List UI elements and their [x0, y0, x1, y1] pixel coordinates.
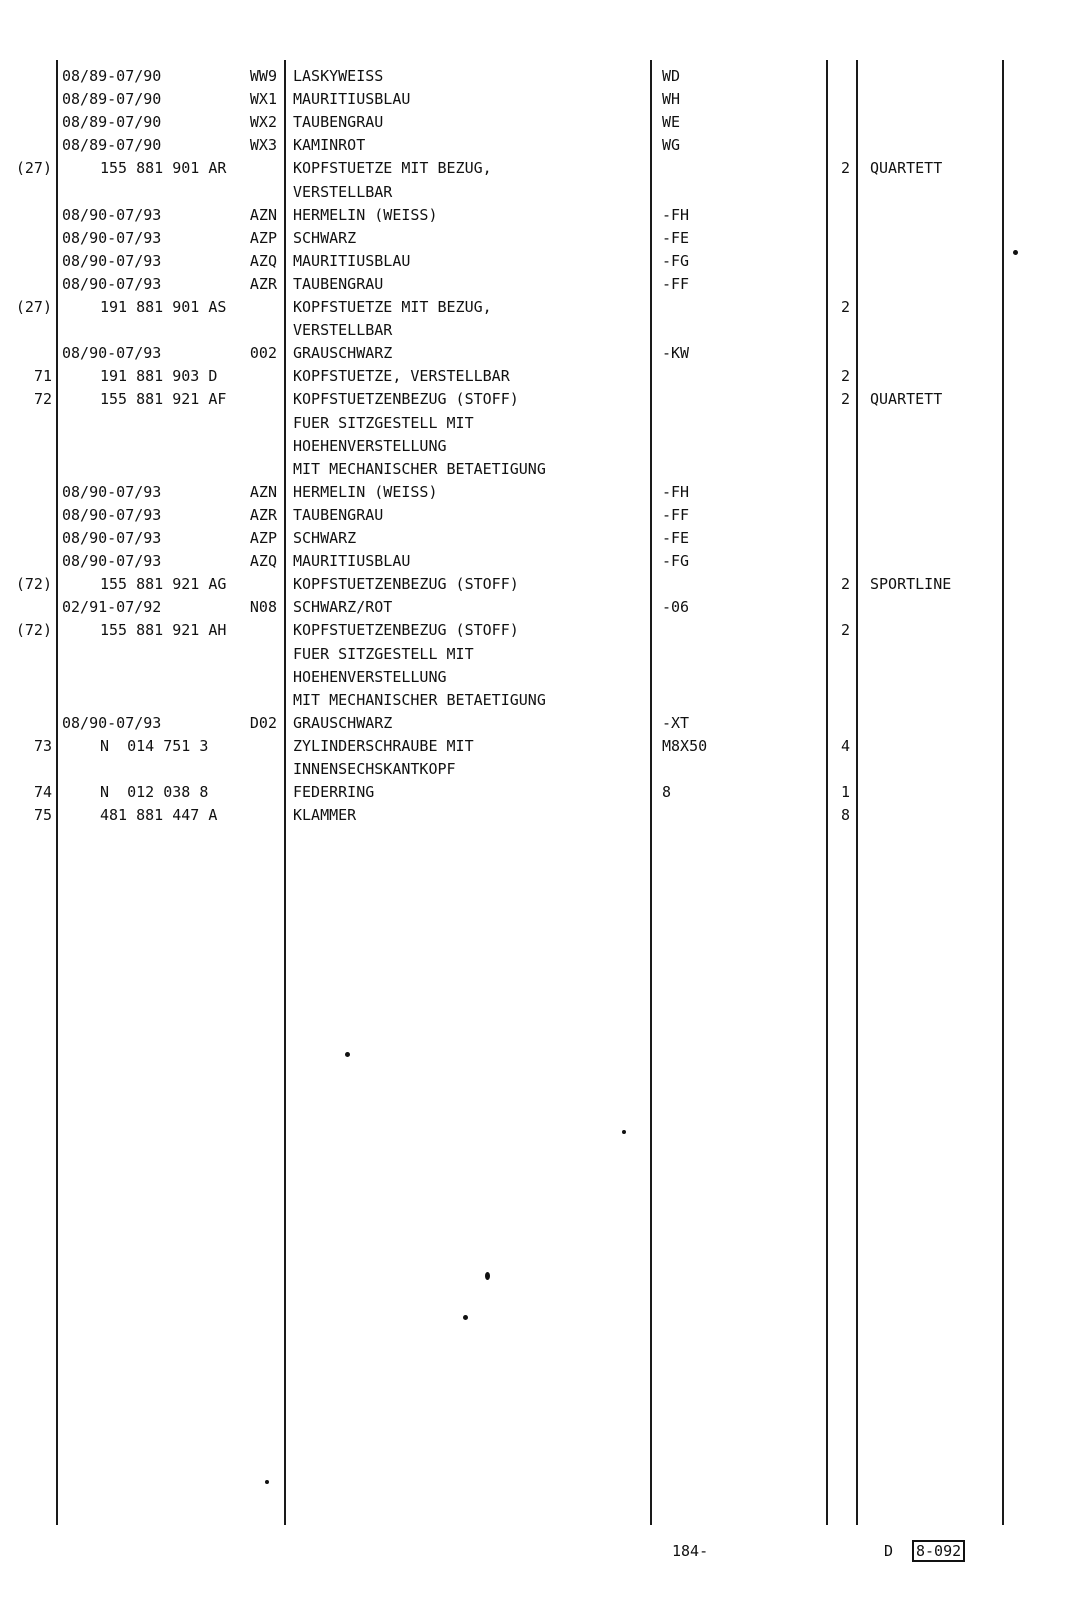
speck-mark — [345, 1052, 350, 1057]
cell-desc: HERMELIN (WEISS) — [293, 205, 438, 224]
cell-rem: -FE — [662, 228, 690, 247]
cell-desc: SCHWARZ — [293, 529, 357, 547]
cell-code: AZN — [249, 482, 277, 501]
cell-code: AZP — [249, 228, 277, 247]
cell-code: D02 — [249, 713, 277, 732]
table-row — [0, 181, 1090, 204]
table-row — [0, 157, 1090, 180]
speck-mark — [1013, 250, 1018, 255]
cell-rem: -FF — [662, 505, 690, 524]
cell-desc: VERSTELLBAR — [293, 321, 393, 340]
cell-date: 08/89-07/90 — [62, 136, 162, 155]
cell-rem: -FF — [662, 274, 690, 293]
cell-ref: (27) — [15, 159, 52, 178]
cell-code: WX1 — [249, 90, 277, 109]
cell-desc: SCHWARZ — [293, 228, 357, 247]
cell-code: AZR — [249, 274, 277, 293]
cell-date: 08/89-07/90 — [62, 90, 162, 109]
table-row — [0, 504, 1090, 527]
cell-qty: 1 — [840, 783, 850, 802]
cell-desc: FUER SITZGESTELL MIT — [293, 413, 474, 432]
table-row — [0, 273, 1090, 296]
cell-desc: ZYLINDERSCHRAUBE MIT — [293, 736, 474, 755]
cell-part: 155 881 921 AG — [100, 575, 227, 594]
cell-date: 08/90-07/93 — [62, 274, 162, 293]
cell-desc: KOPFSTUETZENBEZUG (STOFF) — [293, 621, 519, 640]
cell-ref: 71 — [33, 367, 52, 386]
table-row — [0, 643, 1090, 666]
cell-ref: 73 — [33, 736, 52, 755]
table-row — [0, 342, 1090, 365]
cell-desc: HERMELIN (WEISS) — [293, 482, 438, 501]
cell-qty: 2 — [840, 575, 850, 594]
cell-desc: MIT MECHANISCHER BETAETIGUNG — [293, 690, 546, 709]
table-row — [0, 435, 1090, 458]
cell-part: 191 881 903 D — [100, 367, 218, 386]
cell-code: 002 — [249, 344, 277, 363]
cell-model: SPORTLINE — [870, 575, 952, 594]
cell-desc: TAUBENGRAU — [293, 113, 384, 132]
table-row — [0, 481, 1090, 504]
speck-mark — [622, 1130, 626, 1134]
table-row — [0, 111, 1090, 134]
cell-ref: (72) — [15, 575, 52, 594]
table-row — [0, 596, 1090, 619]
cell-desc: MAURITIUSBLAU — [293, 552, 411, 571]
cell-part: N 012 038 8 — [100, 783, 209, 802]
page-number: 184- — [672, 1542, 709, 1560]
cell-code: WW9 — [249, 67, 277, 85]
cell-date: 08/90-07/93 — [62, 228, 162, 247]
cell-desc: HOEHENVERSTELLUNG — [293, 436, 447, 455]
cell-desc: KOPFSTUETZE MIT BEZUG, — [293, 298, 492, 316]
speck-mark — [265, 1480, 269, 1484]
table-row — [0, 365, 1090, 388]
cell-date: 02/91-07/92 — [62, 598, 162, 617]
table-row — [0, 412, 1090, 435]
cell-ref: 72 — [33, 390, 52, 409]
cell-ref: (72) — [15, 621, 52, 640]
cell-date: 08/90-07/93 — [62, 251, 162, 270]
table-row — [0, 65, 1090, 88]
table-row — [0, 527, 1090, 550]
section-letter: D — [884, 1542, 894, 1560]
cell-rem: -FH — [662, 482, 690, 501]
cell-date: 08/90-07/93 — [62, 344, 162, 363]
page-code-box — [912, 1540, 965, 1562]
cell-rem: 8 — [662, 783, 672, 802]
cell-desc: KLAMMER — [293, 806, 357, 825]
page-code: 8-092 — [912, 1540, 965, 1562]
cell-qty: 2 — [840, 159, 850, 178]
cell-part: 481 881 447 A — [100, 806, 218, 825]
cell-date: 08/90-07/93 — [62, 205, 162, 224]
table-row — [0, 134, 1090, 157]
cell-code: AZQ — [249, 552, 277, 571]
cell-code: AZR — [249, 505, 277, 524]
cell-rem: WE — [662, 113, 681, 132]
cell-desc: INNENSECHSKANTKOPF — [293, 760, 456, 778]
cell-ref: 74 — [33, 783, 52, 802]
cell-desc: TAUBENGRAU — [293, 274, 384, 293]
cell-desc: KAMINROT — [293, 136, 366, 155]
table-row — [0, 250, 1090, 273]
cell-rem: -FE — [662, 529, 690, 547]
cell-part: 155 881 901 AR — [100, 159, 227, 178]
cell-desc: FEDERRING — [293, 783, 375, 802]
table-row — [0, 666, 1090, 689]
cell-rem: WD — [662, 67, 681, 85]
cell-code: WX3 — [249, 136, 277, 155]
table-row — [0, 619, 1090, 642]
cell-desc: VERSTELLBAR — [293, 182, 393, 201]
table-row — [0, 204, 1090, 227]
cell-date: 08/90-07/93 — [62, 529, 162, 547]
table-row — [0, 758, 1090, 781]
cell-part: 191 881 901 AS — [100, 298, 227, 316]
cell-part: N 014 751 3 — [100, 736, 209, 755]
cell-qty: 4 — [840, 736, 850, 755]
cell-desc: MAURITIUSBLAU — [293, 90, 411, 109]
cell-date: 08/89-07/90 — [62, 113, 162, 132]
table-row — [0, 88, 1090, 111]
table-row — [0, 550, 1090, 573]
table-row — [0, 689, 1090, 712]
cell-desc: SCHWARZ/ROT — [293, 598, 393, 617]
cell-code: AZQ — [249, 251, 277, 270]
cell-qty: 2 — [840, 390, 850, 409]
cell-date: 08/90-07/93 — [62, 505, 162, 524]
table-row — [0, 804, 1090, 827]
cell-desc: KOPFSTUETZENBEZUG (STOFF) — [293, 575, 519, 594]
cell-model: QUARTETT — [870, 390, 943, 409]
cell-model: QUARTETT — [870, 159, 943, 178]
cell-desc: KOPFSTUETZE, VERSTELLBAR — [293, 367, 510, 386]
cell-rem: -KW — [662, 344, 690, 363]
cell-desc: KOPFSTUETZENBEZUG (STOFF) — [293, 390, 519, 409]
cell-desc: MIT MECHANISCHER BETAETIGUNG — [293, 459, 546, 478]
cell-qty: 2 — [840, 621, 850, 640]
cell-rem: M8X50 — [662, 736, 708, 755]
table-row — [0, 735, 1090, 758]
cell-rem: -FG — [662, 552, 690, 571]
cell-rem: -06 — [662, 598, 690, 617]
table-row — [0, 458, 1090, 481]
cell-qty: 2 — [840, 298, 850, 316]
cell-code: N08 — [249, 598, 277, 617]
cell-code: AZN — [249, 205, 277, 224]
cell-date: 08/89-07/90 — [62, 67, 162, 85]
table-row — [0, 781, 1090, 804]
cell-date: 08/90-07/93 — [62, 482, 162, 501]
cell-code: WX2 — [249, 113, 277, 132]
table-row — [0, 388, 1090, 411]
cell-code: AZP — [249, 529, 277, 547]
table-row — [0, 712, 1090, 735]
cell-ref: 75 — [33, 806, 52, 825]
table-row — [0, 319, 1090, 342]
cell-rem: WH — [662, 90, 681, 109]
cell-part: 155 881 921 AH — [100, 621, 227, 640]
table-row — [0, 573, 1090, 596]
cell-date: 08/90-07/93 — [62, 552, 162, 571]
cell-qty: 2 — [840, 367, 850, 386]
cell-desc: MAURITIUSBLAU — [293, 251, 411, 270]
cell-date: 08/90-07/93 — [62, 713, 162, 732]
cell-rem: -FH — [662, 205, 690, 224]
cell-desc: GRAUSCHWARZ — [293, 344, 393, 363]
cell-desc: FUER SITZGESTELL MIT — [293, 644, 474, 663]
table-row — [0, 296, 1090, 319]
cell-rem: -FG — [662, 251, 690, 270]
cell-rem: -XT — [662, 713, 690, 732]
table-row — [0, 227, 1090, 250]
cell-desc: HOEHENVERSTELLUNG — [293, 667, 447, 686]
cell-qty: 8 — [840, 806, 850, 825]
speck-mark — [463, 1315, 468, 1320]
cell-rem: WG — [662, 136, 681, 155]
cell-desc: TAUBENGRAU — [293, 505, 384, 524]
cell-ref: (27) — [15, 298, 52, 316]
cell-desc: KOPFSTUETZE MIT BEZUG, — [293, 159, 492, 178]
cell-part: 155 881 921 AF — [100, 390, 227, 409]
cell-desc: LASKYWEISS — [293, 67, 384, 85]
cell-desc: GRAUSCHWARZ — [293, 713, 393, 732]
speck-mark — [485, 1272, 490, 1280]
